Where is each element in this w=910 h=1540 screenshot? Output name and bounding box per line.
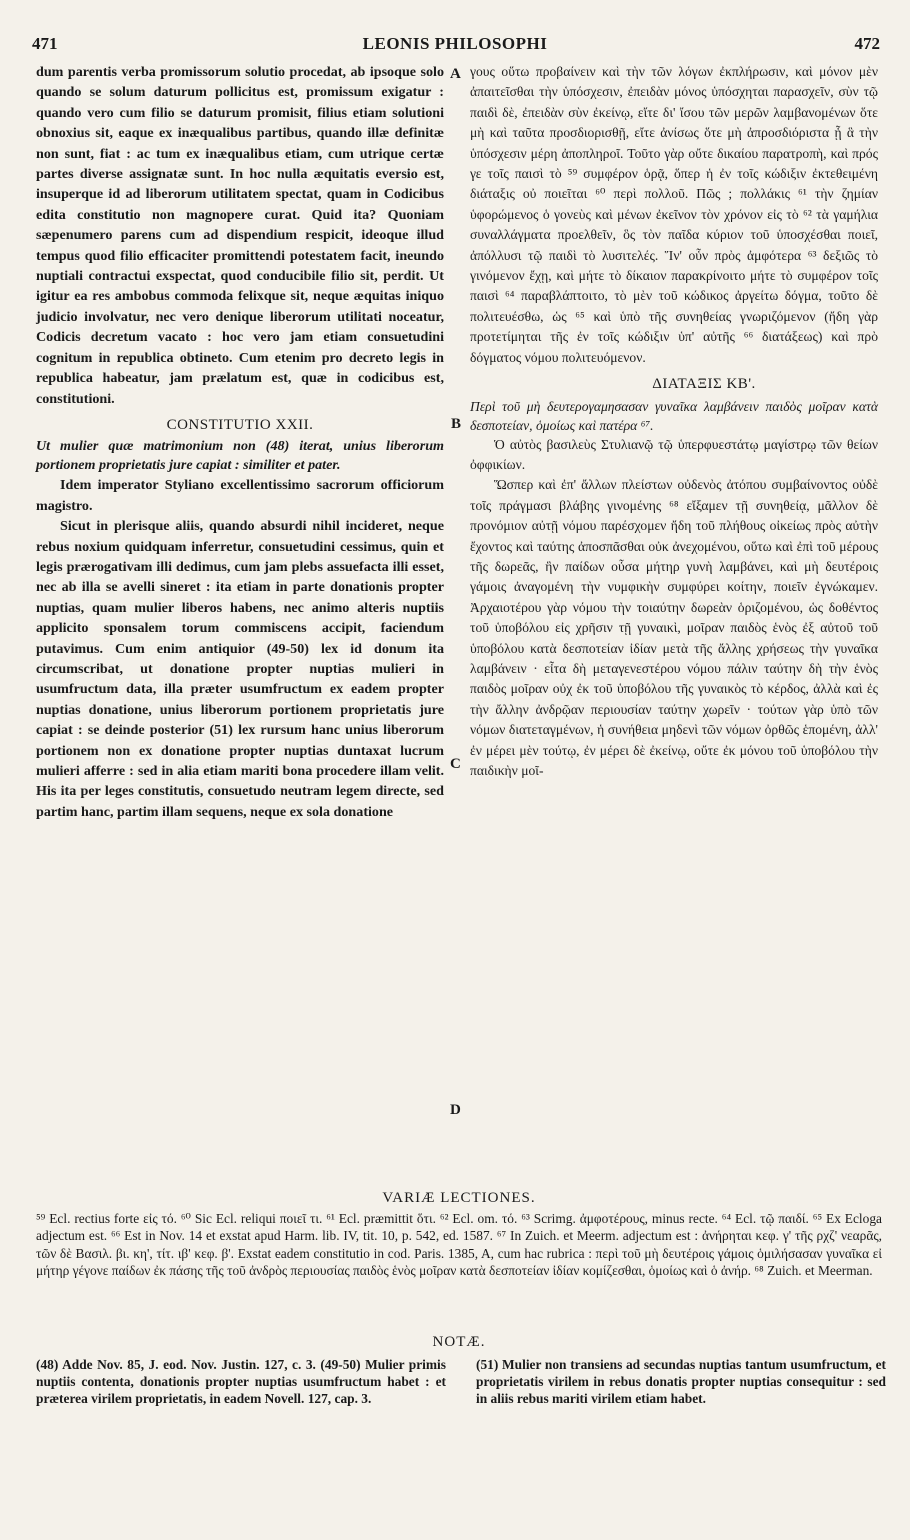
latin-constitution-subtitle: Ut mulier quæ matrimonium non (48) iterat, unius liberorum portionem proprietatis jure capiat : similiter et pater. [36, 438, 444, 474]
greek-column [470, 62, 878, 781]
margin-letter-d: D [450, 1102, 461, 1118]
margin-letter-c: C [450, 756, 461, 772]
notae-left-column [36, 1356, 446, 1407]
page-header [30, 34, 880, 56]
greek-paragraph-3: Ὥσπερ καὶ ἐπ' ἄλλων πλείστων οὐδενὸς ἀτόπου συμβαίνοντος οὐδὲ τοῖς πράγμασι βλάβης γινομένης ⁶⁸ εἴξαμεν τῇ συνηθείᾳ, μᾶλλον δὲ προνόμιον αὐτῇ νόμου παρέσχομεν ἤδη τοῦ πλήθους οἰκείως πρὸς αὐτὴν ἔχοντος καὶ ταύτης ἀποσπᾶσθαι οὐκ ἀνεχομένου, οὕτω καὶ ἐπὶ τοῦ μέρους τῆς δωρεᾶς, ἣν παίδων οὖσα μήτηρ γυνὴ λαμβάνει, καὶ μὴ δευτέροις γάμοις ἀναγομένη τὴν νυμφικὴν συμφύρει κοίτην, ποιεῖν ἐγνώκαμεν. Ἀρχαιοτέρου γὰρ νόμου τὴν τοιαύτην δωρεὰν ὁριζομένου, ὡς δοθέντος τοῦ ὑποβόλου εἰς χρῆσιν τῇ γυναικὶ, μοῖραν παιδὸς ἑνὸς ἐξ αὐτοῦ τοῦ ὑποβόλου κατὰ δεσποτείαν ἰδίαν μετὰ τῆς ἄλλης χρήσεως τὴν γυναῖκα λαμβάνειν · εἶτα δὴ μεταγενεστέρου νόμου πάλιν ταύτην δὴ τὴν ἑνὸς παιδὸς μοῖραν οὐχ ἐκ τοῦ ὑποβόλου τῆς γυναικὸς τὸ κέρδος, ἀλλὰ καὶ ἐς τὴν ἄλλην ἀνδρῷαν περιουσίαν ταύτην χωρεῖν · τούτων γὰρ ὑπὸ τῶν νόμων διατεταγμένων, ἡ συνήθεια μηδενὶ τῶν νόμων ὀρθῶς ἑπομένη, ἀλλ' ἐν μέρει μὲν τούτῳ, ἐν μέρει δὲ ἐκείνῳ, οὔτε ἐκ μόνου τοῦ ὑποβόλου τὴν παιδικὴν μοῖ- [470, 477, 878, 778]
notae-section [36, 1334, 886, 1406]
latin-constitution-heading: CONSTITUTIO XXII. [166, 416, 314, 433]
greek-paragraph-1: γους οὕτω προβαίνειν καὶ τὴν τῶν λόγων ἐκπλήρωσιν, καὶ μόνον μὲν ἀπαιτεῖσθαι τὴν ὑπόσχεσιν, ἐπειδὰν μόνος ὑπόσχηται παρασχεῖν, σὺν τῷ παιδὶ δὲ, ἐπειδὰν σὺν ἐκείνῳ, εἴτε δι' ἴσου τῶν μερῶν λαμβανομένων ὅτε μὴ καὶ ταῦτα προσδιορισθῇ, εἴτε ἀνίσως ὅτε μὴ ἀπροσδιόριστα ᾖ ἃ τὴν ὑπόσχεσιν μέρη ἀποπληροῖ. Τοῦτο γὰρ οὔτε δικαίου παρατροπὴ, καὶ πρός γε τοῖς παισὶ τὸ ⁵⁹ συμφέρον ὁρᾷ, ὅπερ ἡ ἐν τοῖς κώδιξιν ἐκτεθειμένη διάταξις οὐ ποιεῖται ⁶⁰ περὶ πολλοῦ. Πῶς ; πολλάκις ⁶¹ τὴν ζημίαν ὑφορώμενος ὁ γονεὺς καὶ μένων ἐκεῖνον τὸν χρόνον εἰς τὸ ⁶² τὰ γαμήλια συναλλάγματα προελθεῖν, ὃς τὸν παῖδα κύριον τοῦ ὑποσχέσθαι ποιεῖ, ἀπόλλυσι τῷ παιδὶ τὸ λυσιτελές. Ἵν' οὖν πρὸς ἀμφότερα ⁶³ δεξιῶς τὸ γινόμενον ἔχῃ, καὶ μήτε τὸ δίκαιον παρακρίνοιτο μήτε τὸ συμφέρον τοῖς παισὶ ⁶⁴ παραβλάπτοιτο, τὸ μὲν τοῦ κώδικος ἀργείτω δόγμα, τοῦτο δὲ πολιτευέσθω, ὡς ⁶⁵ καὶ ὑπὸ τῆς συνηθείας γνωριζόμενον (ἤδη γὰρ προτετίμηται τῆς ἐν τοῖς κώδιξιν ὑπ' αὐτῆς ⁶⁶ διατάξεως) καὶ πρὸ δόγματος νόμου πολιτευόμενον. [470, 64, 878, 365]
latin-paragraph-1: dum parentis verba promissorum solutio procedat, ab ipsoque solo quando se solum daturum pollicitus est, promissum exigatur : quando vero cum filio se daturum promisit, filius etiam solutioni obnoxius sit, eaque ex inæqualibus partibus, quando illæ definitæ non sunt, fiat : ac tum ex inæqualibus etiam, cum utrique certæ partes diverse assignatæ sunt. In hoc nulla æquitatis eversio est, insuperque id ad liberorum utilitatem spectat, quam in Codicibus edita constitutio non magnopere curat. Quid ita? Quoniam sæpenumero parens cum ad dispendium respicit, ideoque illud tempus quod filio efficaciter promittendi potestatem facit, ineundo nuptiali contractui exspectat, quod conducibile filio sit, perdit. Ut igitur ea res ambobus commoda felixque sit, neque æquitas iniquo judicio involvatur, nec vero denique liberorum utilitati noceatur, Codicis decretum vacato : hoc vero jam etiam consuetudini cognitum in republica obtineto. Cum etenim pro decreto legis in republica habeatur, jam prælatum est, quæ in codicibus est, constitutioni. [36, 64, 444, 407]
variae-heading: VARIÆ LECTIONES. [382, 1190, 536, 1206]
variae-lectiones [36, 1190, 882, 1279]
greek-constitution-heading: ΔΙΑΤΑΞΙΣ ΚΒ'. [652, 376, 756, 393]
page-number-right: 472 [854, 34, 880, 53]
greek-constitution-subtitle: Περὶ τοῦ μὴ δευτερογαμησασαν γυναῖκα λαμβάνειν παιδὸς μοῖραν κατὰ δεσποτείαν, ὁμοίως καὶ πατέρα ⁶⁷. [470, 398, 878, 433]
latin-column [36, 62, 444, 822]
greek-paragraph-2: Ὁ αὐτὸς βασιλεὺς Στυλιανῷ τῷ ὑπερφυεστάτῳ μαγίστρῳ τῶν θείων ὀφφικίων. [470, 436, 878, 472]
running-title: LEONIS PHILOSOPHI [362, 34, 548, 53]
margin-letter-b: B [451, 416, 462, 432]
notae-right-column [476, 1356, 886, 1407]
notae-right-text: (51) Mulier non transiens ad secundas nuptias tantum usumfructum, et proprietatis virilem in rebus donatis propter nuptias consequitur : sed in aliis rebus mariti virilem etiam habet. [476, 1357, 886, 1406]
margin-letter-a: A [450, 66, 461, 82]
notae-left-text: (48) Adde Nov. 85, J. eod. Nov. Justin. 127, c. 3. (49-50) Mulier primis nuptiis contenta, donationis propter nuptias usumfructum habet : et præterea virilem proprietatis, in eadem Novell. 127, cap. 3. [36, 1357, 446, 1406]
page-number-left: 471 [32, 34, 58, 53]
latin-paragraph-2: Idem imperator Styliano excellentissimo sacrorum officiorum magistro. [36, 477, 444, 514]
variae-text: ⁵⁹ Ecl. rectius forte εἰς τό. ⁶⁰ Sic Ecl. reliqui ποιεῖ τι. ⁶¹ Ecl. præmittit ὅτι. ⁶² Ecl. om. τό. ⁶³ Scrimg. ἀμφοτέρους, minus recte. ⁶⁴ Ecl. τῷ παιδί. ⁶⁵ Ex Ecloga adjectum est. ⁶⁶ Est in Nov. 14 et exstat apud Harm. lib. IV, tit. 10, p. 542, ed. 1587. ⁶⁷ In Zuich. et Meerm. adjectum est : ἀνήρηται κεφ. γ' τῆς ρχζ' νεαρᾶς, τῶν δὲ Βασιλ. βι. κη', τίτ. ιβ' κεφ. β'. Exstat eadem constitutio in cod. Paris. 1385, A, cum hac rubrica : περὶ τοῦ μὴ δευτέροις γάμοις ὁμιλήσασαν γυναῖκα εἰ μήτηρ γέγονε παίδων ἐκ πάσης τῆς τοῦ ἀνδρὸς περιουσίας παιδὸς ἑνὸς μοῖραν κατὰ δεσποτείαν ἰδίαν κομίζεσθαι, ὁμοίως καὶ ὁ ἀνήρ. ⁶⁸ Zuich. et Meerman. [36, 1211, 882, 1278]
latin-paragraph-3: Sicut in plerisque aliis, quando absurdi nihil incideret, neque rebus noxium quidquam inferretur, consuetudini cessimus, quin et legis prærogativam illi dedimus, cum jam plebs assuefacta illi esset, nec ab illa se avelli sineret : ita etiam in parte donationis propter nuptias, quam mulier liberos habens, nec animo alteris nuptiis applicito sponsalem torum commiscens accipit, faciendum putavimus. Cum enim antiquior (49-50) lex id donum ita circumscribat, ut donatione propter nuptias mulieri in usumfructum data, illa præter usumfructum ex eadem propter nuptias donatione, unius liberorum portionem proprietatis jure capiat : se deinde posterior (51) lex rursum hanc unius liberorum portionem non ex donatione propter nuptias duntaxat lucrum mulieri afferre : sed in alia etiam mariti bona procedere illam velit. His ita per leges constitutis, consuetudo neutram legem directe, sed partim hanc, partim illam sequens, neque ex sola donatione [36, 518, 444, 820]
notae-heading: NOTÆ. [432, 1334, 486, 1350]
